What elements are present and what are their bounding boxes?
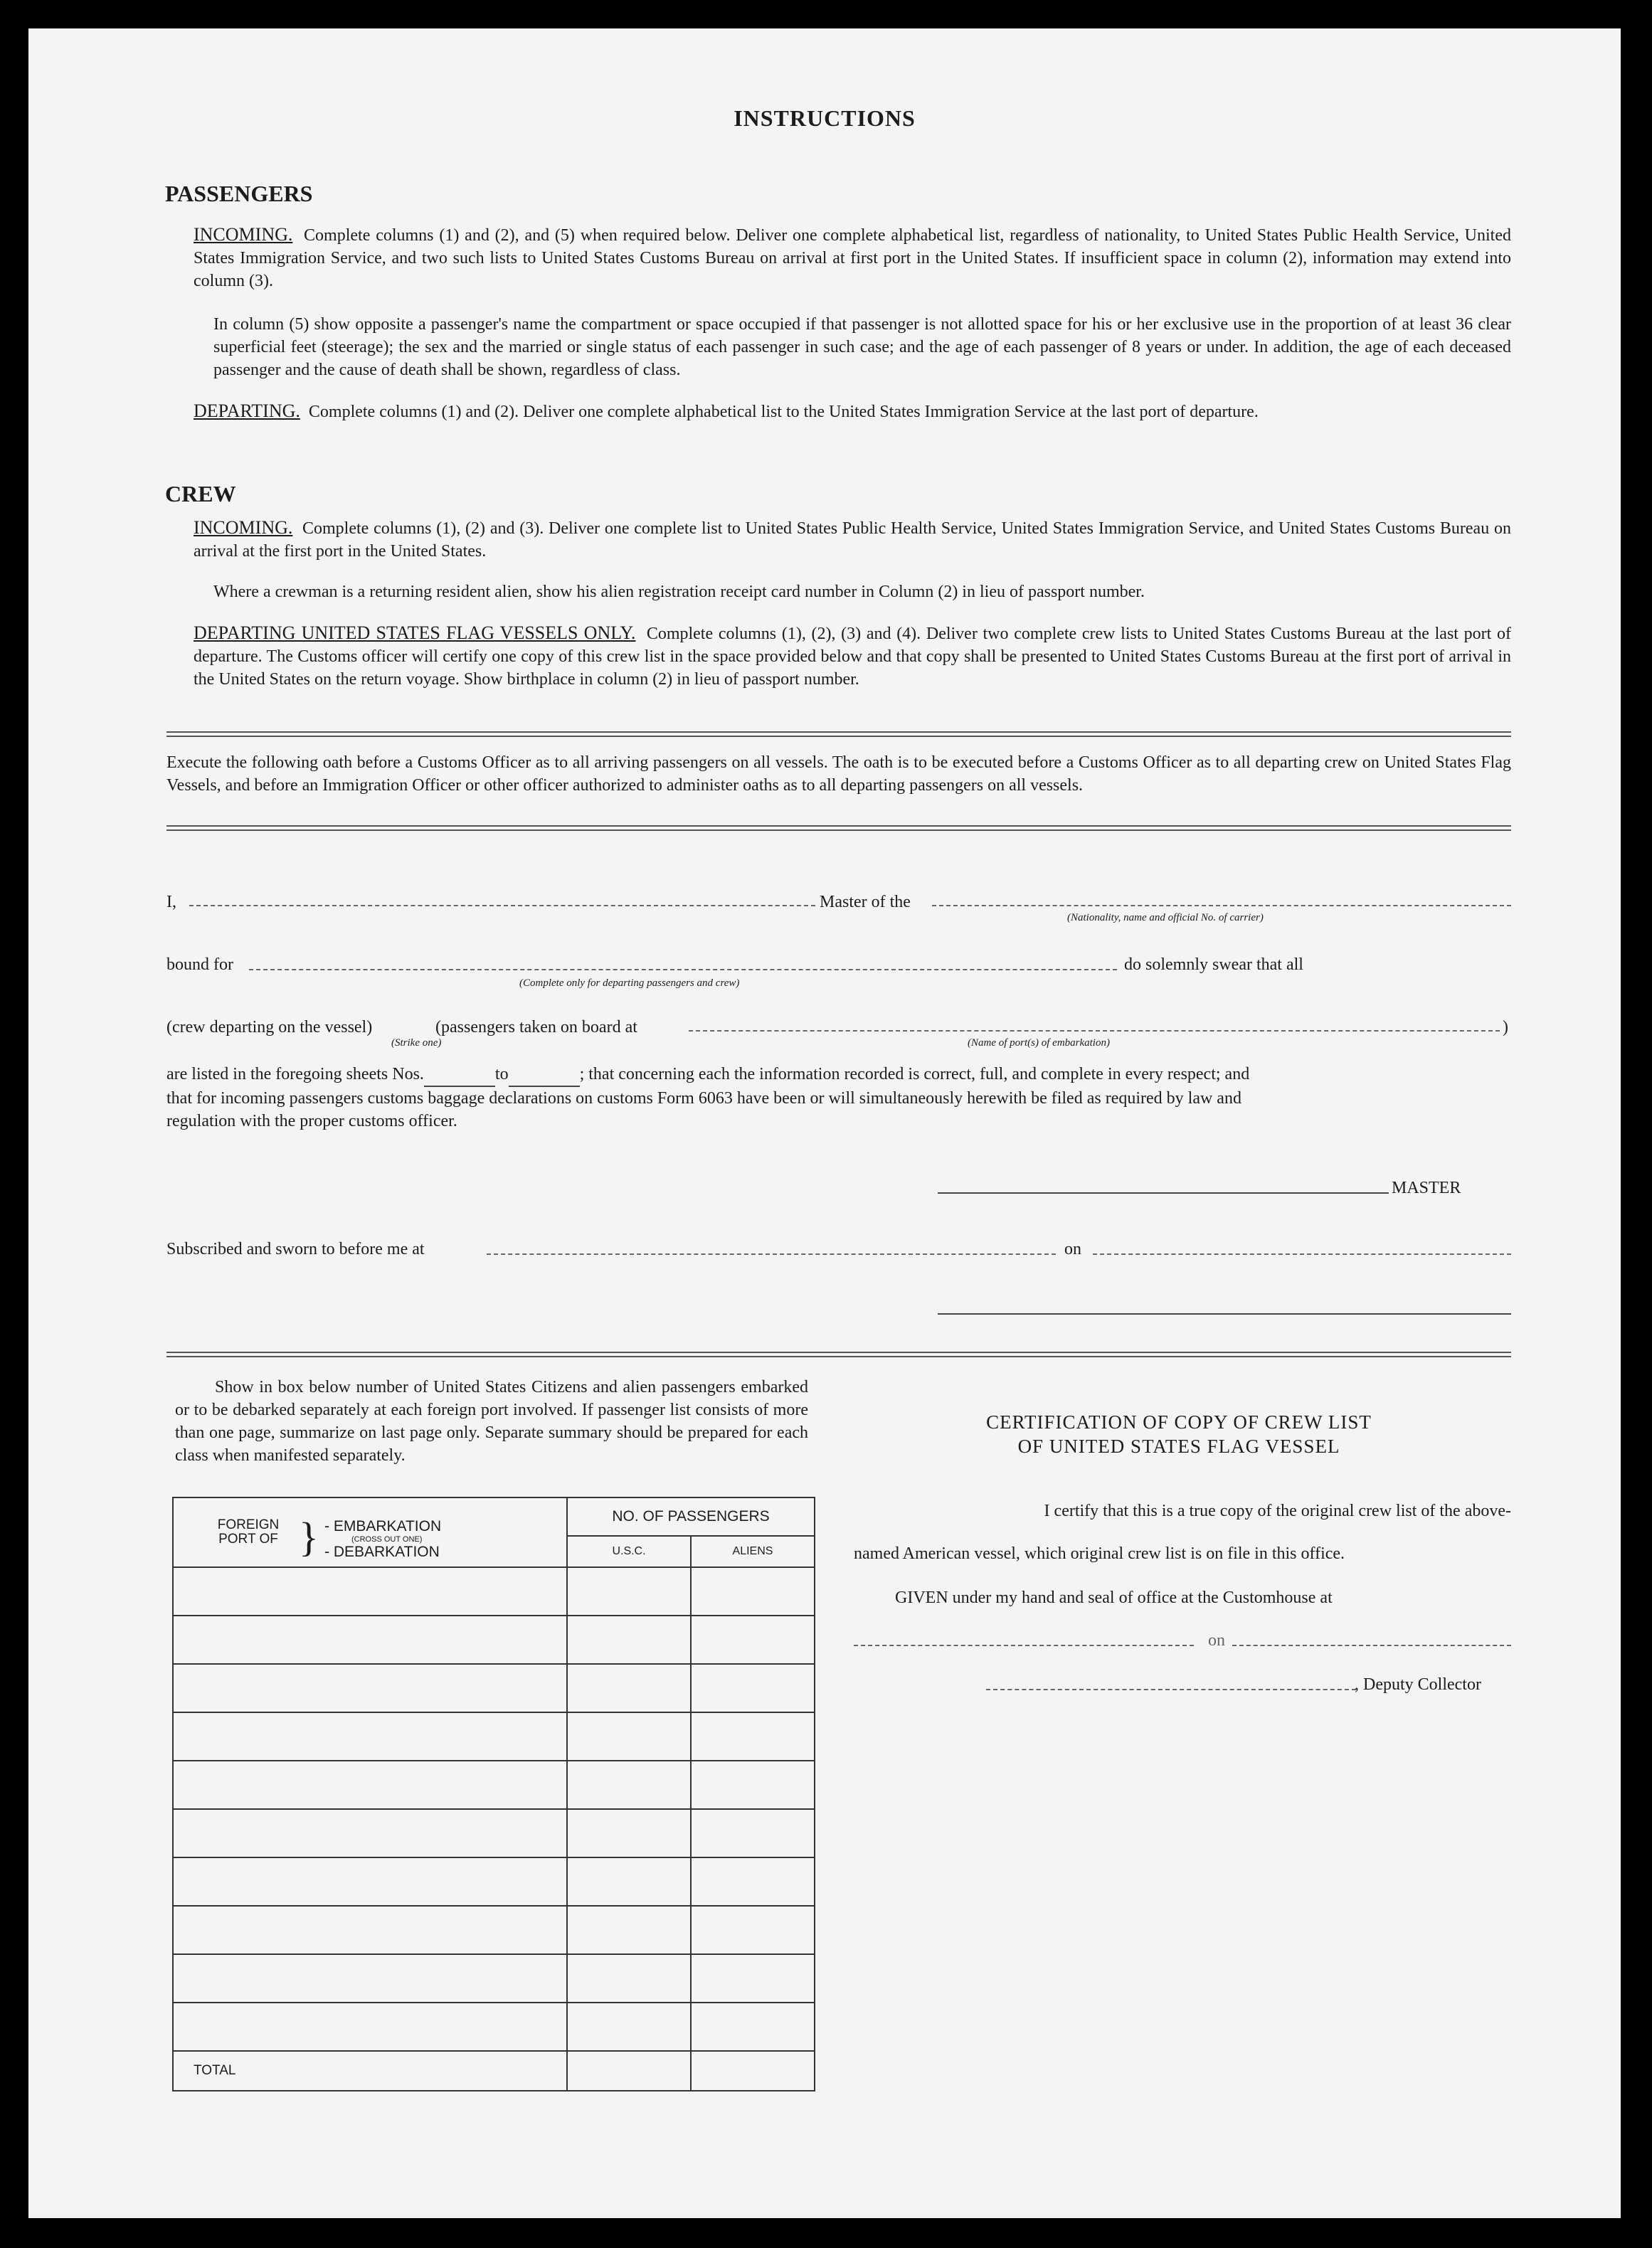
- crew-departing-label: DEPARTING UNITED STATES FLAG VESSELS ONLY.: [194, 622, 636, 643]
- port-header-label: FOREIGN PORT OF: [217, 1517, 280, 1547]
- usc-cell[interactable]: [567, 1906, 691, 1954]
- aliens-cell[interactable]: [691, 1567, 815, 1616]
- section-divider: [166, 1352, 1511, 1353]
- debarkation-label: - DEBARKATION: [324, 1544, 440, 1560]
- oath-line-2: that for incoming passengers customs baggage declarations on customs Form 6063 have been or will simultaneously herewith be filed as required by law and: [166, 1089, 1241, 1108]
- bound-for-field[interactable]: [249, 969, 1117, 970]
- oath-line-3: regulation with the proper customs officer.: [166, 1112, 457, 1130]
- aliens-cell[interactable]: [691, 1616, 815, 1664]
- passengers-incoming-paragraph: [194, 223, 1511, 292]
- oath-i-label: I,: [166, 893, 176, 911]
- usc-cell[interactable]: [567, 1567, 691, 1616]
- strike-one-caption: (Strike one): [391, 1037, 442, 1049]
- crew-incoming-paragraph: [194, 516, 1511, 563]
- passenger-summary-table: [172, 1497, 815, 2091]
- swear-label: do solemnly swear that all: [1124, 955, 1303, 974]
- master-signature-field[interactable]: [938, 1192, 1389, 1194]
- crew-incoming-text: Complete columns (1), (2) and (3). Deliver one complete list to United States Public Health Service, United States Immigration Service, and United States Customs Bureau on arrival at the first port in the United States.: [194, 519, 1512, 561]
- port-cell[interactable]: [173, 1616, 567, 1664]
- passengers-departing-paragraph: [194, 400, 1511, 423]
- embarkation-caption: (Name of port(s) of embarkation): [968, 1037, 1110, 1049]
- usc-cell[interactable]: [567, 1761, 691, 1809]
- crew-incoming-label: INCOMING.: [194, 517, 293, 538]
- carrier-field[interactable]: [932, 905, 1511, 906]
- listed-prefix: are listed in the foregoing sheets Nos.: [166, 1065, 424, 1083]
- aliens-cell[interactable]: [691, 1906, 815, 1954]
- master-of-label: Master of the: [820, 893, 911, 911]
- passengers-heading: PASSENGERS: [165, 181, 313, 206]
- passengers-column5-paragraph: In column (5) show opposite a passenger's name the compartment or space occupied if that passenger is not allotted space for his or her exclusive use in the proportion of at least 36 clear superficial feet (steerage); the sex and the married or single status of each passenger in such case; and the age of each passenger of 8 years or under. In addition, the age of each deceased passenger and the cause of death shall be shown, regardless of class.: [213, 315, 1511, 379]
- port-cell[interactable]: [173, 1712, 567, 1761]
- port-cell[interactable]: [173, 2003, 567, 2051]
- aliens-cell[interactable]: [691, 1954, 815, 2003]
- passengers-incoming-text: Complete columns (1) and (2), and (5) when required below. Deliver one complete alphabetical list, regardless of nationality, to United States Public Health Service, United States Immigration Service, and two such lists to United States Customs Bureau on arrival at first port in the United States. If insufficient space in column (2), information may extend into column (3).: [194, 226, 1511, 290]
- aliens-cell[interactable]: [691, 1712, 815, 1761]
- certification-line-3: GIVEN under my hand and seal of office at the Customhouse at: [895, 1589, 1333, 1607]
- listed-suffix: ; that concerning each the information recorded is correct, full, and complete in every respect; and: [579, 1065, 1250, 1083]
- close-paren: ): [1503, 1018, 1508, 1036]
- usc-cell[interactable]: [567, 1712, 691, 1761]
- usc-header: U.S.C.: [567, 1536, 691, 1567]
- port-cell[interactable]: [173, 1954, 567, 2003]
- customhouse-field[interactable]: [854, 1645, 1194, 1646]
- master-name-field[interactable]: [189, 905, 815, 906]
- port-header-cell: [173, 1497, 567, 1567]
- subscribed-label: Subscribed and sworn to before me at: [166, 1240, 425, 1258]
- embarkation-label: - EMBARKATION: [324, 1518, 442, 1534]
- section-divider: [166, 736, 1511, 737]
- aliens-header: ALIENS: [691, 1536, 815, 1567]
- passengers-incoming-label: INCOMING.: [194, 224, 293, 245]
- master-signature-label: MASTER: [1392, 1179, 1461, 1197]
- port-cell[interactable]: [173, 1809, 567, 1857]
- aliens-cell[interactable]: [691, 1664, 815, 1712]
- certification-title-line-1: CERTIFICATION OF COPY OF CREW LIST: [986, 1411, 1372, 1433]
- usc-cell[interactable]: [567, 1857, 691, 1906]
- port-cell[interactable]: [173, 1761, 567, 1809]
- embarkation-ports-field[interactable]: [689, 1030, 1500, 1032]
- certification-date-field[interactable]: [1232, 1645, 1511, 1646]
- oath-line-1: [166, 1063, 1511, 1087]
- passengers-departing-text: Complete columns (1) and (2). Deliver one complete alphabetical list to the United States Immigration Service at the last port of departure.: [308, 403, 1259, 421]
- certification-on-label: on: [1208, 1631, 1225, 1650]
- brace-icon: }: [299, 1514, 319, 1560]
- total-aliens-cell[interactable]: [691, 2051, 815, 2091]
- aliens-cell[interactable]: [691, 2003, 815, 2051]
- sheets-to-field[interactable]: [509, 1063, 580, 1087]
- crew-resident-paragraph: Where a crewman is a returning resident alien, show his alien registration receipt card number in Column (2) in lieu of passport number.: [213, 583, 1145, 601]
- deputy-collector-label: , Deputy Collector: [1355, 1675, 1481, 1694]
- certification-line-1: I certify that this is a true copy of the original crew list of the above-: [1044, 1502, 1511, 1520]
- sheets-from-field[interactable]: [424, 1063, 495, 1087]
- usc-cell[interactable]: [567, 1664, 691, 1712]
- section-divider: [166, 829, 1511, 831]
- cross-out-label: (CROSS OUT ONE): [351, 1535, 423, 1544]
- oath-statement: [166, 1063, 1511, 1133]
- crew-departing-text: Complete columns (1), (2), (3) and (4). Deliver two complete crew lists to United States Customs Bureau at the last port of departure. The Customs officer will certify one copy of this crew list in the space provided below and that copy shall be presented to United States Customs Bureau at the first port of arrival in the United States on the return voyage. Show birthplace in column (2) in lieu of passport number.: [194, 625, 1511, 689]
- section-divider: [166, 1356, 1511, 1357]
- aliens-cell[interactable]: [691, 1761, 815, 1809]
- certification-line-2: named American vessel, which original crew list is on file in this office.: [854, 1544, 1345, 1563]
- port-cell[interactable]: [173, 1857, 567, 1906]
- port-cell[interactable]: [173, 1567, 567, 1616]
- subscribed-on-label: on: [1064, 1240, 1081, 1258]
- port-cell[interactable]: [173, 1906, 567, 1954]
- usc-cell[interactable]: [567, 1616, 691, 1664]
- subscribed-place-field[interactable]: [487, 1253, 1056, 1255]
- section-divider: [166, 731, 1511, 733]
- aliens-cell[interactable]: [691, 1809, 815, 1857]
- bound-for-caption: (Complete only for departing passengers and crew): [519, 977, 740, 989]
- aliens-cell[interactable]: [691, 1857, 815, 1906]
- to-label: to: [494, 1065, 509, 1083]
- total-usc-cell[interactable]: [567, 2051, 691, 2091]
- port-cell[interactable]: [173, 1664, 567, 1712]
- deputy-collector-signature-field[interactable]: [986, 1689, 1356, 1690]
- form-sheet: [28, 28, 1621, 2218]
- page-title: INSTRUCTIONS: [734, 105, 916, 131]
- summary-instructions: Show in box below number of United States Citizens and alien passengers embarked or to be debarked separately at each foreign port involved. If passenger list consists of more than one page, summarize on last page only. Separate summary should be prepared for each class when manifested separately.: [175, 1378, 808, 1465]
- oath-instructions: Execute the following oath before a Customs Officer as to all arriving passengers on all vessels. The oath is to be executed before a Customs Officer as to all departing crew on United States Flag Vessels, and before an Immigration Officer or other officer authorized to administer oaths as to all departing passengers on all vessels.: [166, 753, 1511, 795]
- carrier-caption: (Nationality, name and official No. of carrier): [1067, 912, 1264, 923]
- total-label: TOTAL: [173, 2051, 567, 2091]
- section-divider: [166, 825, 1511, 827]
- certification-title-line-2: OF UNITED STATES FLAG VESSEL: [1017, 1436, 1340, 1457]
- passengers-departing-label: DEPARTING.: [194, 401, 300, 421]
- crew-departing-option: (crew departing on the vessel): [166, 1018, 373, 1036]
- crew-departing-paragraph: [194, 622, 1511, 691]
- usc-cell[interactable]: [567, 2003, 691, 2051]
- certification-title: [847, 1410, 1511, 1458]
- usc-cell[interactable]: [567, 1809, 691, 1857]
- no-passengers-header: NO. OF PASSENGERS: [567, 1497, 815, 1536]
- usc-cell[interactable]: [567, 1954, 691, 2003]
- bound-for-label: bound for: [166, 955, 233, 974]
- crew-heading: CREW: [165, 481, 236, 507]
- subscribed-date-field[interactable]: [1093, 1253, 1511, 1255]
- passengers-taken-option: (passengers taken on board at: [435, 1018, 637, 1036]
- officer-signature-field[interactable]: [938, 1313, 1511, 1315]
